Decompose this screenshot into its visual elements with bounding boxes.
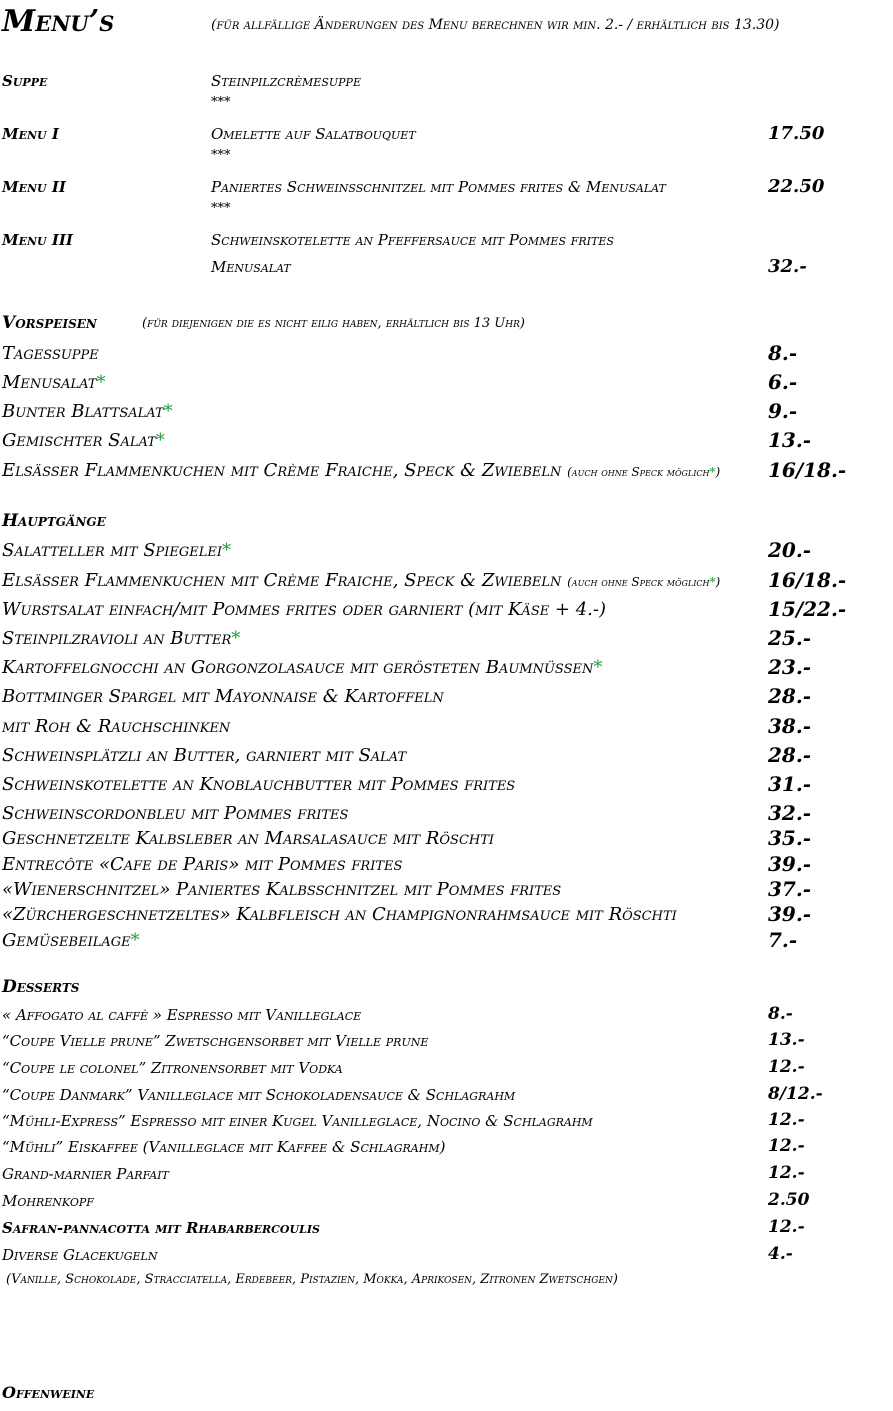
item-name: Elsässer Flammenkuchen mit Crème Fraiche, Speck & Zwiebeln [2, 460, 562, 481]
menu-item [2, 1192, 94, 1210]
item-name: Diverse Glacekugeln [2, 1246, 158, 1264]
desserts-title: Desserts [2, 977, 80, 997]
menu-item [2, 930, 140, 951]
item-name: Bunter Blattsalat [2, 401, 164, 422]
item-price: 16/18.- [768, 568, 847, 592]
vegetarian-star: * [155, 430, 165, 451]
item-price: 23.- [768, 655, 812, 679]
item-name: Geschnetzelte Kalbsleber an Marsalasauce mit Röschti [2, 828, 495, 849]
menu-price-1: 17.50 [768, 123, 825, 144]
menu-label-2: Menu II [2, 178, 66, 196]
item-price: 38.- [768, 714, 812, 738]
item-price: 8.- [768, 1004, 793, 1024]
item-name: Schweinsplätzli an Butter, garniert mit Salat [2, 745, 407, 766]
separator: *** [211, 95, 231, 110]
item-price: 2.50 [768, 1190, 810, 1210]
item-name: «Zürchergeschnetzeltes» Kalbfleisch an Champignonrahmsauce mit Röschti [2, 904, 677, 925]
item-name: Mohrenkopf [2, 1192, 94, 1210]
menu-dish-1: Omelette auf Salatbouquet [211, 125, 416, 143]
menu-label-1: Menu I [2, 125, 59, 143]
starters-title: Vorspeisen [2, 313, 97, 333]
separator: *** [211, 148, 231, 163]
item-price: 12.- [768, 1136, 805, 1156]
item-price: 13.- [768, 1030, 805, 1050]
menu-dish-suppe: Steinpilzcrèmesuppe [211, 72, 361, 90]
mains-title: Hauptgänge [2, 511, 106, 531]
item-price: 12.- [768, 1110, 805, 1130]
menu-item [2, 540, 231, 561]
wines-title: Offenweine [2, 1383, 95, 1402]
menu-price-3: 32.- [768, 256, 807, 277]
menu-item [2, 716, 230, 737]
vegetarian-star: * [709, 575, 716, 589]
item-price: 8.- [768, 341, 798, 365]
item-name: Salatteller mit Spiegelei [2, 540, 223, 561]
vegetarian-star: * [163, 401, 173, 422]
vegetarian-star: * [130, 930, 140, 951]
item-note-text: (auch ohne Speck möglich [567, 575, 710, 589]
item-price: 16/18.- [768, 458, 847, 482]
vegetarian-star: * [709, 465, 716, 479]
header-note: (für allfällige Änderungen des Menu berechnen wir min. 2.- / erhältlich bis 13.30) [211, 17, 780, 33]
item-name: Elsässer Flammenkuchen mit Crème Fraiche, Speck & Zwiebeln [2, 570, 562, 591]
item-price: 9.- [768, 399, 798, 423]
vegetarian-star: * [231, 628, 241, 649]
menu-label-suppe: Suppe [2, 72, 48, 90]
item-price: 12.- [768, 1163, 805, 1183]
item-price: 39.- [768, 902, 812, 926]
menu-item [2, 1059, 343, 1077]
item-price: 32.- [768, 801, 812, 825]
menu-item [2, 803, 348, 824]
item-name: Grand-marnier Parfait [2, 1165, 169, 1183]
item-price: 15/22.- [768, 597, 847, 621]
menu-label-3: Menu III [2, 231, 73, 249]
menu-dish-3-line2: Menusalat [211, 258, 291, 276]
item-name: “Mühli-Express” Espresso mit einer Kugel Vanilleglace, Nocino & Schlagrahm [2, 1112, 593, 1130]
menu-dish-2: Paniertes Schweinsschnitzel mit Pommes frites & Menusalat [211, 178, 666, 196]
glace-flavours: (Vanille, Schokolade, Stracciatella, Erdebeer, Pistazien, Mokka, Aprikosen, Zitronen Zwetschgen) [6, 1272, 618, 1287]
menu-price-2: 22.50 [768, 176, 825, 197]
item-price: 20.- [768, 538, 812, 562]
item-note-text: (auch ohne Speck möglich [567, 465, 710, 479]
item-price: 12.- [768, 1217, 805, 1237]
item-name: Schweinskotelette an Knoblauchbutter mit Pommes frites [2, 774, 516, 795]
menu-item [2, 879, 561, 900]
menu-item [2, 1165, 169, 1183]
item-name: mit Roh & Rauchschinken [2, 716, 231, 737]
item-price: 8/12.- [768, 1084, 823, 1104]
item-note-close: ) [715, 465, 721, 479]
menu-item [2, 745, 406, 766]
item-name: “Coupe Vielle prune” Zwetschgensorbet mit Vielle prune [2, 1032, 429, 1050]
item-name: Gemüsebeilage [2, 930, 131, 951]
item-note [567, 575, 720, 589]
item-name: Steinpilzravioli an Butter [2, 628, 232, 649]
item-price: 35.- [768, 826, 812, 850]
menu-item [2, 1112, 593, 1130]
item-name: Menusalat [2, 372, 97, 393]
item-price: 28.- [768, 743, 812, 767]
item-note-close: ) [715, 575, 721, 589]
menu-item [2, 599, 606, 620]
menu-item [2, 430, 165, 451]
separator: *** [211, 201, 231, 216]
item-name: Tagessuppe [2, 343, 99, 364]
item-name: Schweinscordonbleu mit Pommes frites [2, 803, 349, 824]
item-name: “Coupe Danmark” Vanilleglace mit Schokoladensauce & Schlagrahm [2, 1086, 516, 1104]
menu-item [2, 1219, 320, 1237]
menu-item [2, 401, 173, 422]
menu-item [2, 657, 602, 678]
item-name: Safran-pannacotta mit Rhabarbercoulis [2, 1219, 320, 1237]
menu-item [2, 628, 240, 649]
item-name: Bottminger Spargel mit Mayonnaise & Kartoffeln [2, 686, 444, 707]
item-name: Kartoffelgnocchi an Gorgonzolasauce mit gerösteten Baumnüssen [2, 657, 594, 678]
menu-item [2, 686, 444, 707]
item-price: 13.- [768, 428, 812, 452]
item-note [567, 465, 720, 479]
menu-item [2, 828, 494, 849]
menu-item [2, 372, 106, 393]
item-name: “Mühli” Eiskaffee (Vanilleglace mit Kaffee & Schlagrahm) [2, 1138, 446, 1156]
item-price: 31.- [768, 772, 812, 796]
page-title: Menu’s [2, 4, 115, 39]
item-price: 39.- [768, 852, 812, 876]
menu-item [2, 774, 515, 795]
menu-item [2, 854, 402, 875]
item-price: 28.- [768, 684, 812, 708]
menu-item [2, 904, 677, 925]
menu-item [2, 343, 99, 364]
vegetarian-star: * [96, 372, 106, 393]
menu-item [2, 1246, 157, 1264]
item-price: 4.- [768, 1244, 793, 1264]
item-price: 7.- [768, 928, 798, 952]
vegetarian-star: * [222, 540, 232, 561]
menu-item [2, 460, 720, 481]
vegetarian-star: * [593, 657, 603, 678]
menu-item [2, 1032, 428, 1050]
menu-item [2, 1138, 445, 1156]
menu-dish-3: Schweinskotelette an Pfeffersauce mit Pommes frites [211, 231, 614, 249]
item-price: 12.- [768, 1057, 805, 1077]
item-name: “Coupe le colonel” Zitronensorbet mit Vodka [2, 1059, 343, 1077]
starters-note: (für diejenigen die es nicht eilig haben, erhältlich bis 13 Uhr) [142, 316, 525, 331]
item-name: Gemischter Salat [2, 430, 156, 451]
item-price: 37.- [768, 877, 812, 901]
item-name: Entrecôte «Cafe de Paris» mit Pommes frites [2, 854, 403, 875]
item-name: «Wienerschnitzel» Paniertes Kalbsschnitzel mit Pommes frites [2, 879, 562, 900]
item-name: Wurstsalat einfach/mit Pommes frites oder garniert (mit Käse + 4.-) [2, 599, 607, 620]
menu-item [2, 1006, 361, 1024]
menu-item [2, 1086, 515, 1104]
menu-item [2, 570, 720, 591]
item-price: 6.- [768, 370, 798, 394]
item-price: 25.- [768, 626, 812, 650]
item-name: « Affogato al caffè » Espresso mit Vanilleglace [2, 1006, 362, 1024]
